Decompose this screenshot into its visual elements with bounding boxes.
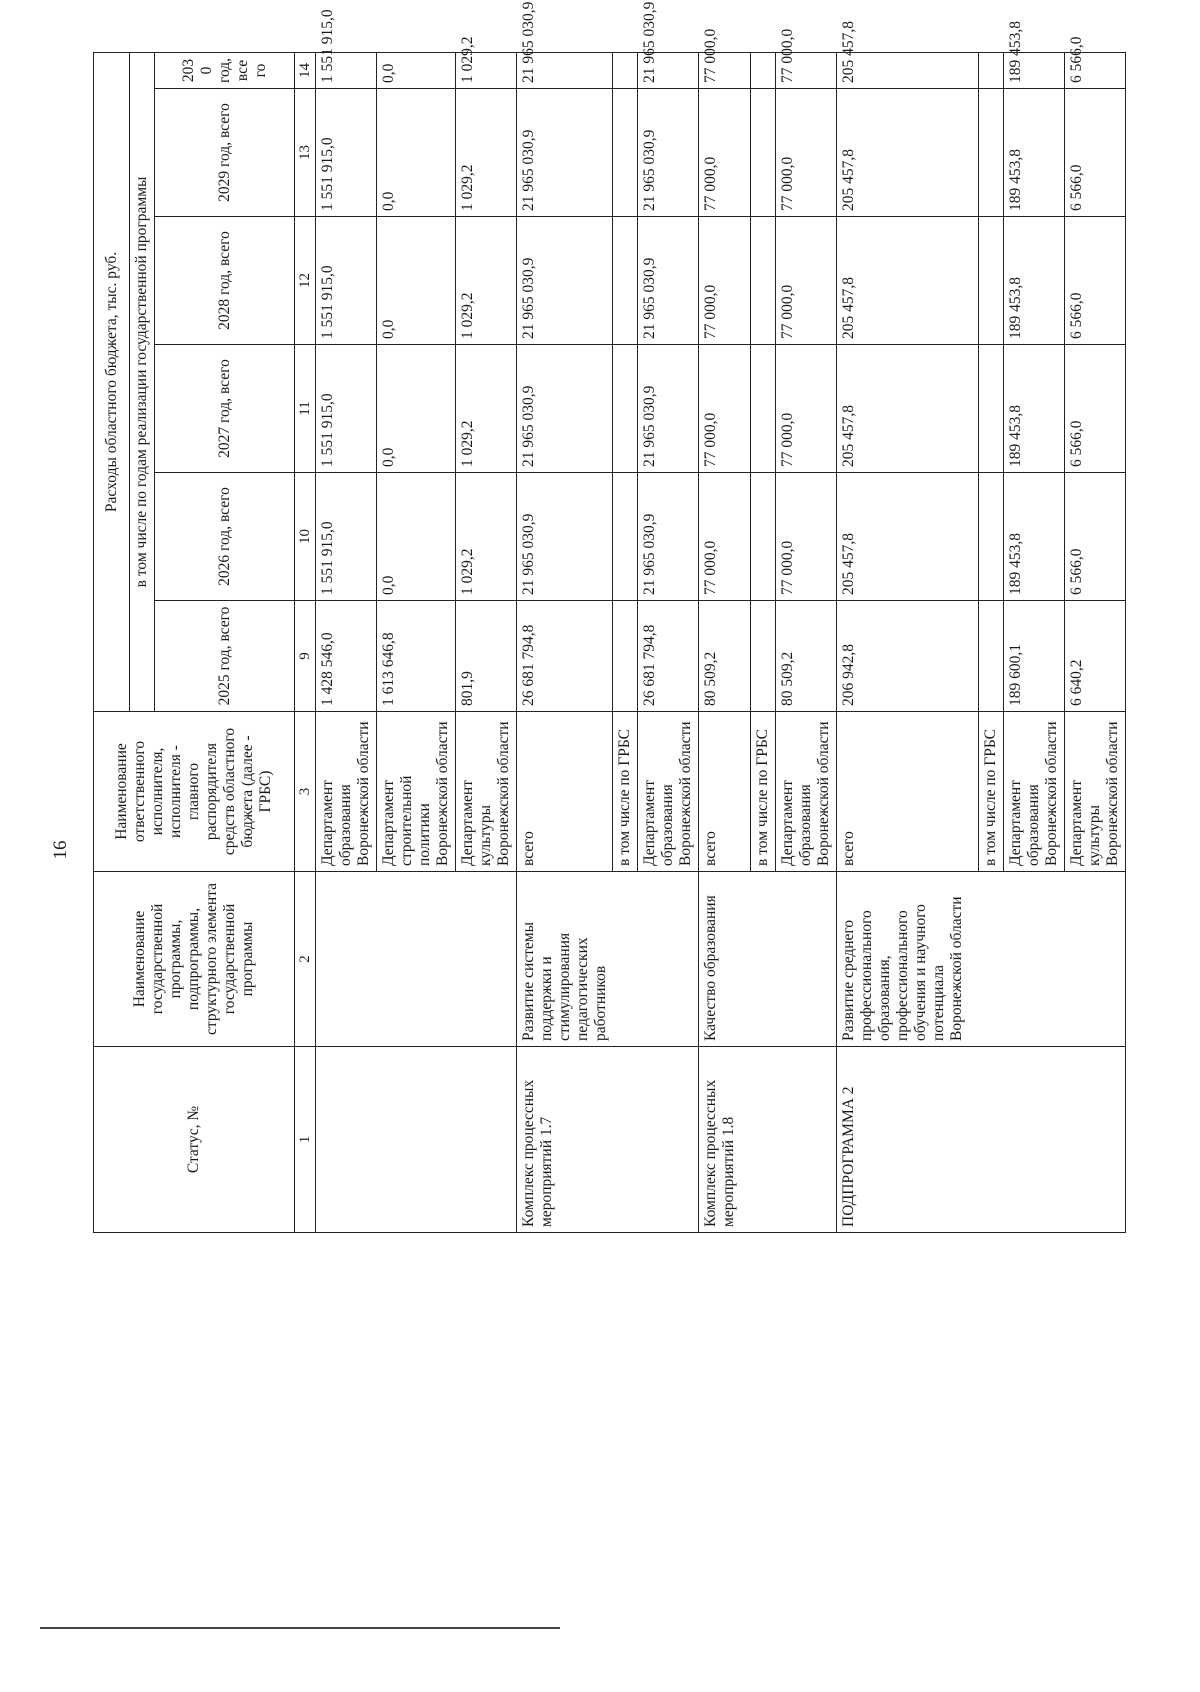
col-number: 2	[295, 872, 316, 1047]
budget-table	[93, 1, 1126, 1233]
col-number: 14	[295, 52, 316, 88]
cell-value: 205 457,8	[837, 473, 979, 601]
cell-value	[751, 217, 776, 345]
cell-value: 801,9	[456, 601, 517, 712]
cell-value: 21 965 030,9	[638, 217, 699, 345]
cell-value: 0,0	[377, 89, 456, 217]
cell-value: 77 000,0	[699, 345, 751, 473]
cell-value: 1 551 915,0	[316, 52, 377, 88]
cell-value	[979, 52, 1004, 88]
header-year-2026: 2026 год, всего	[155, 473, 295, 601]
row-grbs: Департамент культуры Воронежской области	[456, 712, 517, 872]
cell-value	[613, 345, 638, 473]
col-number: 11	[295, 345, 316, 473]
cell-value: 189 600,1	[1004, 601, 1065, 712]
cell-value: 21 965 030,9	[517, 473, 613, 601]
header-year-2028: 2028 год, всего	[155, 217, 295, 345]
row-status: Комплекс процессных мероприятий 1.8	[699, 1047, 837, 1233]
cell-value: 77 000,0	[776, 89, 837, 217]
row-status: Комплекс процессных мероприятий 1.7	[517, 1047, 699, 1233]
cell-value	[751, 52, 776, 88]
row-program-name: Качество образования	[699, 872, 837, 1047]
row-grbs: всего	[837, 712, 979, 872]
row-grbs: в том числе по ГРБС	[751, 712, 776, 872]
header-expenses: Расходы областного бюджета, тыс. руб.	[94, 52, 130, 711]
cell-value: 0,0	[377, 345, 456, 473]
cell-value: 189 453,8	[1004, 89, 1065, 217]
cell-value: 189 453,8	[1004, 217, 1065, 345]
row-grbs: всего	[699, 712, 751, 872]
cell-value	[979, 473, 1004, 601]
row-grbs: Департамент образования Воронежской области	[776, 712, 837, 872]
bottom-divider	[40, 1627, 560, 1629]
page-number: 16	[50, 840, 71, 860]
cell-value: 80 509,2	[699, 601, 751, 712]
cell-value	[751, 473, 776, 601]
cell-value: 1 551 915,0	[316, 217, 377, 345]
cell-value: 1 029,2	[456, 217, 517, 345]
table-row	[699, 52, 751, 1232]
table-row	[837, 52, 979, 1232]
col-number: 3	[295, 712, 316, 872]
cell-value: 206 942,8	[837, 601, 979, 712]
cell-value: 80 509,2	[776, 601, 837, 712]
header-grbs: Наименование ответственного исполнителя, исполнителя - главного распорядителя средств областного бюджета (далее - ГРБС)	[94, 712, 295, 872]
cell-value	[979, 601, 1004, 712]
cell-value: 26 681 794,8	[638, 601, 699, 712]
row-status: ПОДПРОГРАММА 2	[837, 1047, 1126, 1233]
cell-value: 77 000,0	[699, 473, 751, 601]
cell-value: 6 640,2	[1065, 601, 1126, 712]
cell-value	[613, 473, 638, 601]
col-number: 10	[295, 473, 316, 601]
col-number: 13	[295, 89, 316, 217]
header-year-2025: 2025 год, всего	[155, 601, 295, 712]
cell-value	[613, 89, 638, 217]
cell-value: 205 457,8	[837, 52, 979, 88]
row-grbs: Департамент образования Воронежской области	[1004, 712, 1065, 872]
row-program-name: Развитие системы поддержки и стимулирования педагогических работников	[517, 872, 699, 1047]
rotated-table-container	[93, 1, 1200, 1233]
cell-value: 77 000,0	[776, 217, 837, 345]
cell-value: 0,0	[377, 473, 456, 601]
row-grbs: Департамент образования Воронежской области	[638, 712, 699, 872]
table-row	[517, 52, 613, 1232]
cell-value: 77 000,0	[699, 52, 751, 88]
cell-value	[751, 89, 776, 217]
cell-value: 77 000,0	[699, 217, 751, 345]
header-by-years: в том числе по годам реализации государственной программы	[130, 52, 155, 711]
col-number: 1	[295, 1047, 316, 1233]
cell-value: 0,0	[377, 52, 456, 88]
cell-value: 6 566,0	[1065, 89, 1126, 217]
cell-value: 1 029,2	[456, 89, 517, 217]
header-program-name: Наименование государственной программы, подпрограммы, структурного элемента государственной программы	[94, 872, 295, 1047]
cell-value: 21 965 030,9	[638, 89, 699, 217]
col-number: 12	[295, 217, 316, 345]
cell-value: 21 965 030,9	[517, 89, 613, 217]
row-program-name: Развитие среднего профессионального образования, профессионального обучения и научного потенциала Воронежской области	[837, 872, 1126, 1047]
cell-value	[613, 601, 638, 712]
cell-value: 77 000,0	[699, 89, 751, 217]
cell-value: 21 965 030,9	[638, 52, 699, 88]
cell-value: 189 453,8	[1004, 345, 1065, 473]
table-row	[316, 52, 377, 1232]
row-grbs: в том числе по ГРБС	[979, 712, 1004, 872]
row-grbs: Департамент культуры Воронежской области	[1065, 712, 1126, 872]
row-grbs: всего	[517, 712, 613, 872]
cell-value	[979, 345, 1004, 473]
cell-value	[979, 217, 1004, 345]
cell-value: 1 029,2	[456, 473, 517, 601]
cell-value: 26 681 794,8	[517, 601, 613, 712]
cell-value: 77 000,0	[776, 345, 837, 473]
cell-value: 189 453,8	[1004, 473, 1065, 601]
cell-value: 21 965 030,9	[517, 52, 613, 88]
cell-value: 205 457,8	[837, 345, 979, 473]
cell-value	[613, 52, 638, 88]
header-status: Статус, №	[94, 1047, 295, 1233]
cell-value: 1 029,2	[456, 52, 517, 88]
cell-value: 6 566,0	[1065, 217, 1126, 345]
row-grbs: Департамент образования Воронежской области	[316, 712, 377, 872]
cell-value	[751, 345, 776, 473]
cell-value: 77 000,0	[776, 473, 837, 601]
row-grbs: Департамент строительной политики Воронежской области	[377, 712, 456, 872]
header-year-2030: 2030 год, всего	[155, 52, 295, 88]
cell-value: 1 428 546,0	[316, 601, 377, 712]
cell-value: 1 029,2	[456, 345, 517, 473]
header-year-2029: 2029 год, всего	[155, 89, 295, 217]
header-year-2027: 2027 год, всего	[155, 345, 295, 473]
cell-value: 1 551 915,0	[316, 473, 377, 601]
cell-value: 21 965 030,9	[517, 345, 613, 473]
row-status	[316, 1047, 517, 1233]
cell-value: 6 566,0	[1065, 345, 1126, 473]
row-grbs: в том числе по ГРБС	[613, 712, 638, 872]
cell-value: 0,0	[377, 217, 456, 345]
cell-value: 1 613 646,8	[377, 601, 456, 712]
cell-value: 205 457,8	[837, 89, 979, 217]
cell-value	[751, 601, 776, 712]
col-number: 9	[295, 601, 316, 712]
cell-value: 189 453,8	[1004, 52, 1065, 88]
cell-value: 21 965 030,9	[638, 345, 699, 473]
cell-value	[979, 89, 1004, 217]
cell-value: 77 000,0	[776, 52, 837, 88]
cell-value: 6 566,0	[1065, 473, 1126, 601]
cell-value: 205 457,8	[837, 217, 979, 345]
cell-value: 1 551 915,0	[316, 89, 377, 217]
row-program-name	[316, 872, 517, 1047]
cell-value: 21 965 030,9	[517, 217, 613, 345]
cell-value: 6 566,0	[1065, 52, 1126, 88]
cell-value: 21 965 030,9	[638, 473, 699, 601]
cell-value	[613, 217, 638, 345]
cell-value: 1 551 915,0	[316, 345, 377, 473]
